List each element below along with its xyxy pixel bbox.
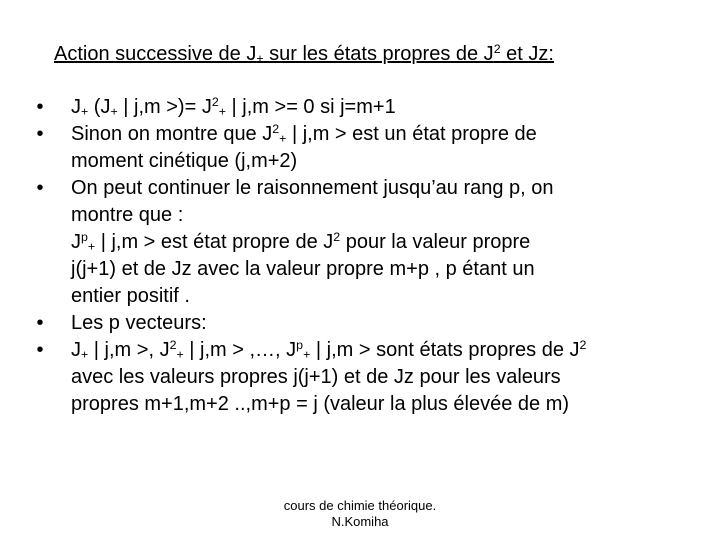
bullet-text (71, 229, 700, 256)
title-superscript: 2 (493, 42, 501, 57)
subscript: + (279, 131, 287, 146)
slide-title-text (54, 43, 554, 65)
bullet-text: entier positif . (71, 285, 190, 307)
text-run: pour la valeur propre (340, 231, 531, 253)
bullet-text: propres m+1,m+2 ..,m+p = j (valeur la plus élevée de m) (71, 393, 570, 415)
bullet-icon: • (36, 312, 44, 334)
subscript: + (218, 104, 226, 119)
subscript: + (81, 347, 89, 362)
text-run: | j,m > est état propre de J (95, 231, 334, 253)
title-part: sur les états propres de J (263, 43, 494, 65)
superscript: 2 (272, 122, 280, 137)
subscript: + (87, 239, 96, 254)
footer-author: N.Komiha (331, 514, 389, 529)
footer-course: cours de chimie théorique. (283, 498, 437, 513)
text-run: | j,m > sont états propres de J (310, 339, 580, 361)
superscript: 2 (211, 95, 219, 110)
bullet-item (30, 175, 700, 310)
superscript: p (81, 230, 88, 245)
bullet-icon: • (36, 96, 44, 118)
title-subscript: + (256, 51, 264, 66)
superscript: 2 (169, 338, 177, 353)
superscript: p (296, 338, 304, 353)
text-run: Sinon on montre que J (71, 123, 273, 145)
bullet-text: Les p vecteurs: (71, 312, 207, 334)
bullet-text: montre que : (71, 204, 184, 226)
text-run: (J (88, 96, 111, 118)
text-run: | j,m > est un état propre de (286, 123, 537, 145)
bullet-text (71, 94, 700, 121)
bullet-item (30, 310, 700, 337)
bullet-text: avec les valeurs propres j(j+1) et de Jz pour les valeurs (71, 366, 561, 388)
text-run: J (71, 339, 81, 361)
bullet-icon: • (36, 123, 44, 145)
bullet-item (30, 121, 700, 175)
slide-title (54, 42, 674, 66)
bullet-list (30, 94, 700, 418)
bullet-item (30, 337, 700, 418)
title-part: et Jz: (500, 43, 554, 65)
subscript: + (176, 347, 184, 362)
bullet-text: moment cinétique (j,m+2) (71, 150, 298, 172)
text-run: J (71, 96, 81, 118)
superscript: 2 (333, 230, 341, 245)
bullet-icon: • (36, 177, 44, 199)
superscript: 2 (579, 338, 587, 353)
text-run: | j,m >= 0 si j=m+1 (225, 96, 396, 118)
subscript: + (110, 104, 118, 119)
text-run: | j,m >)= J (117, 96, 212, 118)
bullet-icon: • (36, 339, 44, 361)
bullet-text: On peut continuer le raisonnement jusqu’au rang p, on (71, 177, 554, 199)
bullet-item (30, 94, 700, 121)
text-run: | j,m > ,…, J (183, 339, 297, 361)
text-run: | j,m >, J (88, 339, 170, 361)
bullet-text (71, 337, 700, 364)
subscript: + (81, 104, 89, 119)
text-run: J (71, 231, 81, 253)
bullet-text (71, 121, 700, 148)
slide-footer (230, 498, 490, 530)
title-part: Action successive de J (54, 43, 257, 65)
subscript: + (303, 347, 311, 362)
bullet-text: j(j+1) et de Jz avec la valeur propre m+p , p étant un (71, 258, 535, 280)
